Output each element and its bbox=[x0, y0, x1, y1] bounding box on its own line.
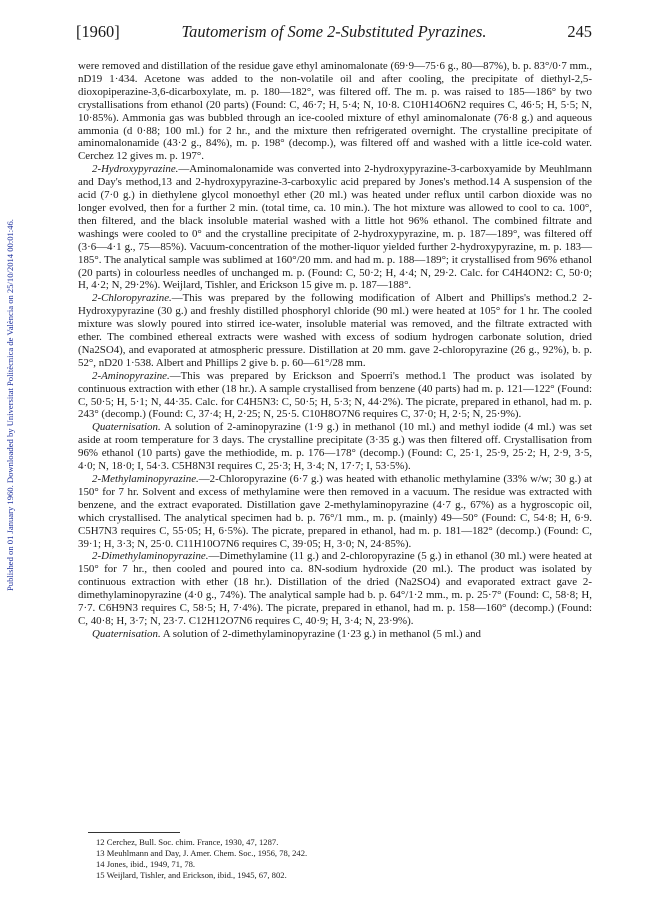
paragraph-text: —2-Chloropyrazine (6·7 g.) was heated with ethanolic methylamine (33% w/w; 30 g.) at 150° for 7 hr. Solvent and excess of methylamine were then removed in a vacuum. The residue was extracted with benzene, and the extract evaporated. Distillation gave 2-methylaminopyrazine (4·7 g., 67%) as a hygroscopic oil, which crystallised. The analytical specimen had b. p. 76°/1 mm., m. p. (mainly) 49—50° (Found: C, 54·8; H, 6·9. C5H7N3 requires C, 55·05; H, 6·5%). The picrate, prepared in ethanol, had m. p. 181—182° (decomp.) (Found: C, 39·1; H, 3·3; N, 25·0. C11H10O7N6 requires C, 39·05; H, 3·0; N, 24·85%). bbox=[78, 473, 592, 550]
section-heading: 2-Aminopyrazine. bbox=[92, 369, 170, 382]
paragraph-text: A solution of 2-dimethylaminopyrazine (1·23 g.) in methanol (5 ml.) and bbox=[160, 627, 481, 640]
paragraph-dimethylaminopyrazine bbox=[78, 550, 592, 627]
footnote: 12 Cerchez, Bull. Soc. chim. France, 1930, 47, 1287. bbox=[96, 837, 279, 847]
paragraph-methylaminopyrazine bbox=[78, 473, 592, 550]
paragraph-text: —This was prepared by Erickson and Spoerri's method.1 The product was isolated by continuous extraction with ether (18 hr.). A sample crystallised from benzene (40 parts) had m. p. 121—122° (Found: C, 50·5; H, 5·1; N, 44·35. Calc. for C4H5N3: C, 50·5; H, 5·3; N, 44·2%). The picrate, prepared in ethanol, had m. p. 243° (decomp.) (Found: C, 37·4; H, 2·25; N, 25·5. C10H8O7N6 requires C, 37·0; H, 2·5; N, 25·9%). bbox=[78, 369, 592, 421]
paragraph-chloropyrazine bbox=[78, 292, 592, 369]
section-heading: 2-Methylaminopyrazine. bbox=[92, 473, 199, 485]
running-title: Tautomerism of Some 2-Substituted Pyrazines. bbox=[181, 22, 487, 41]
paragraph-text: —Aminomalonamide was converted into 2-hydroxypyrazine-3-carboxyamide by Meuhlmann and Day's method,13 and 2-hydroxypyrazine-3-carboxylic acid prepared by Jones's method.14 A suspension of the acid (7·0 g.) in diethylene glycol monoethyl ether (20 ml.) was heated under reflux until carbon dioxide was no longer evolved, then for a further 2 min. (total time, ca. 10 min.). The hot mixture was allowed to cool to ca. 100°, then filtered, and the black insoluble material washed with a little hot 96% ethanol. The combined filtrate and washings were cooled to 0° and the crystalline precipitate of 2-hydroxypyrazine, m. p. 187—189°, was filtered off (3·6—4·1 g., 75—85%). Vacuum-concentration of the mother-liquor yielded further 2-hydroxypyrazine, m. p. 183—185°. The analytical sample was sublimed at 160°/20 mm. and had m. p. 188—189°; it crystallised from 96% ethanol (20 parts) in colourless needles of unchanged m. p. (Found: C, 50·2; H, 4·4; N, 29·2. Calc. for C4H4ON2: C, 50·0; H, 4·2; N, 29·2%). Weijlard, Tishler, and Erickson 15 give m. p. 187—188°. bbox=[78, 163, 592, 292]
page-number: 245 bbox=[567, 22, 592, 41]
section-heading: Quaternisation. bbox=[92, 421, 161, 434]
paragraph-aminopyrazine bbox=[78, 370, 592, 422]
section-heading: 2-Hydroxypyrazine. bbox=[92, 163, 179, 176]
footnote-divider bbox=[88, 832, 180, 833]
section-heading: Quaternisation. bbox=[92, 627, 161, 640]
article-body bbox=[78, 60, 592, 641]
paragraph-continued bbox=[78, 60, 592, 163]
paragraph-text: were removed and distillation of the residue gave ethyl aminomalonate (69·9—75·6 g., 80—87%), b. p. 83°/0·7 mm., nD19 1·434. Acetone was added to the non-volatile oil and after cooling, the precipitate of diethyl-2,5-dioxopiperazine-3,6-dicarboxylate, m. p. 180—182°, was filtered off. The m. p. was raised to 185—186° by two crystallisations from ethanol (20 parts) (Found: C, 46·7; H, 5·4; N, 10·8. C10H14O6N2 requires C, 46·5; H, 5·5; N, 10·85%). Ammonia gas was bubbled through an ice-cooled mixture of ethyl aminomalonate (76·8 g.) and aqueous ammonia (d 0·88; 100 ml.) for 2 hr., and the mixture then refrigerated overnight. The crystalline precipitate of aminomalonamide (43·2 g., 84%), m. p. 198° (decomp.), was filtered off and washed with a little ice-cold water. Cerchez 12 gives m. p. 197°. bbox=[78, 60, 592, 163]
footnote: 14 Jones, ibid., 1949, 71, 78. bbox=[96, 859, 196, 869]
paragraph-text: —This was prepared by the following modification of Albert and Phillips's method.2 2-Hydroxypyrazine (30 g.) and freshly distilled phosphoryl chloride (90 ml.) were heated at 105° for 1 hr. The cooled mixture was slowly poured into stirred ice-water, insoluble material was removed, and the filtrate extracted with ether. The combined ethereal extracts were washed with excess of sodium hydrogen carbonate solution, dried (Na2SO4), and evaporated at atmospheric pressure. Distillation at 20 mm. gave 2-chloropyrazine (26 g., 92%), b. p. 52°, nD20 1·538. Albert and Phillips 2 give b. p. 60—61°/28 mm. bbox=[78, 292, 592, 369]
footnote: 13 Meuhlmann and Day, J. Amer. Chem. Soc., 1956, 78, 242. bbox=[96, 848, 308, 858]
journal-year: [1960] bbox=[76, 22, 120, 41]
paragraph-text: A solution of 2-aminopyrazine (1·9 g.) in methanol (10 ml.) and methyl iodide (4 ml.) was set aside at room temperature for 3 days. The crystalline precipitate (3·35 g.) was then filtered off. Crystallisation from 96% ethanol (10 parts) gave the methiodide, m. p. 176—178° (decomp.) (Found: C, 25·1, 25·9, 25·2; H, 2·9, 3·5, 4·0; N, 18·0; I, 54·3. C5H8N3I requires C, 25·3; H, 3·4; N, 17·7; I, 53·5%). bbox=[78, 421, 592, 473]
footnotes bbox=[78, 837, 592, 881]
paragraph-quaternisation-1 bbox=[78, 421, 592, 473]
paragraph-quaternisation-2 bbox=[78, 628, 592, 641]
paragraph-hydroxypyrazine bbox=[78, 163, 592, 292]
footnote: 15 Weijlard, Tishler, and Erickson, ibid., 1945, 67, 802. bbox=[96, 870, 287, 880]
section-heading: 2-Dimethylaminopyrazine. bbox=[92, 550, 209, 563]
paragraph-text: —Dimethylamine (11 g.) and 2-chloropyrazine (5 g.) in ethanol (30 ml.) were heated at 150° for 7 hr., then cooled and poured into ca. 8N-sodium hydroxide (20 ml.). The product was isolated by continuous extraction with ether (18 hr.). Distillation of the dried (Na2SO4) and evaporated extract gave 2-dimethylaminopyrazine (4·0 g., 74%). The analytical sample had b. p. 64°/1·2 mm., m. p. 25·7° (Found: C, 58·8; H, 7·7. C6H9N3 requires C, 58·5; H, 7·4%). The picrate, prepared in ethanol, had m. p. 158—160° (decomp.) (Found: C, 40·8; H, 3·7; N, 23·7. C12H12O7N6 requires C, 40·9; H, 3·4; N, 23·9%). bbox=[78, 550, 592, 627]
download-watermark: Published on 01 January 1960. Downloaded by Universitat Politècnica de València on 25/10/2014 00:01:46. bbox=[5, 219, 15, 591]
section-heading: 2-Chloropyrazine. bbox=[92, 292, 172, 305]
running-header bbox=[76, 22, 592, 46]
